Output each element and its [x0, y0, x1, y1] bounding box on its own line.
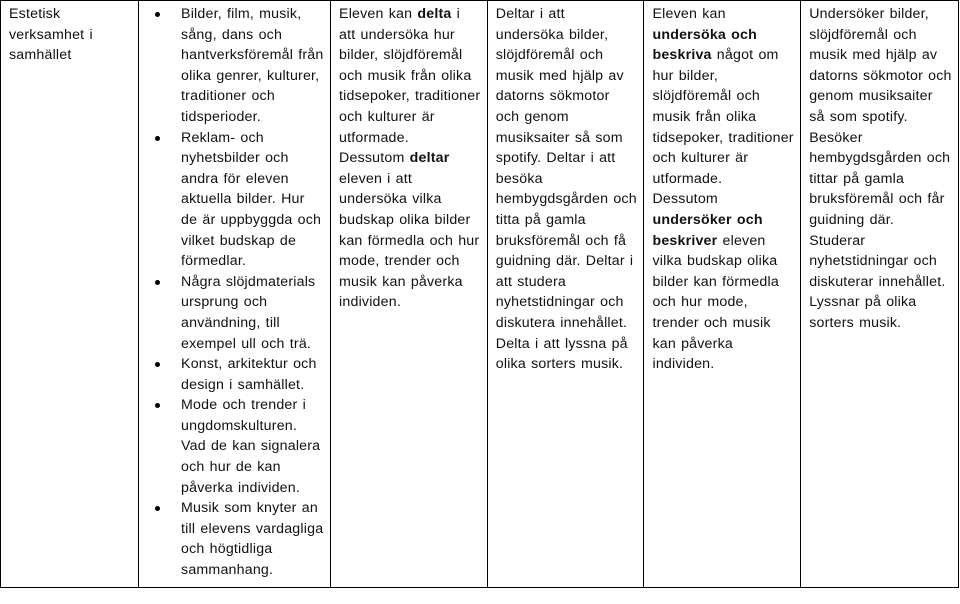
bullet-dot-icon [155, 136, 160, 141]
activity-text: Undersöker bilder, slöjdföremål och musik med hjälp av datorns sökmotor och genom musiksaiter så som spotify. Besöker hembygdsgården och tittar på gamla bruksföremål och får guidning där. Studerar nyhetstidningar och diskuterar innehållet. Lyssnar på olika sorters musik. [809, 6, 952, 331]
requirement-keyword: delta [417, 6, 452, 22]
area-heading-cell [1, 1, 139, 588]
content-list-cell [139, 1, 331, 588]
knowledge-requirement-cell [644, 1, 801, 588]
activity-text: Deltar i att undersöka bilder, slöjdföremål och musik med hjälp av datorns sökmotor och genom musiksaiter så som spotify. Deltar i att besöka hembygdsgården och titta på gamla bruksföremål och få guidning där. Deltar i att studera nyhetstidningar och diskutera innehållet. Delta i att lyssna på olika sorters musik. [495, 6, 637, 373]
knowledge-requirement-cell [331, 1, 488, 588]
requirement-paragraph: Eleven kan undersöka och beskriva något om hur bilder, slöjdföremål och musik från olika tidsepoker, traditioner och kulturer är utformade. [652, 6, 794, 187]
table-row [1, 1, 959, 588]
bullet-dot-icon [155, 362, 160, 367]
bullet-dot-icon [155, 403, 160, 408]
list-item: Reklam- och nyhetsbilder och andra för eleven aktuella bilder. Hur de är uppbyggda och vilket budskap de förmedlar. [147, 128, 324, 272]
list-item: Bilder, film, musik, sång, dans och hantverksföremål från olika genrer, kulturer, traditioner och tidsperioder. [147, 4, 324, 128]
list-item: Några slöjdmaterials ursprung och användning, till exempel ull och trä. [147, 272, 324, 354]
requirement-paragraph: Dessutom deltar eleven i att undersöka vilka budskap olika bilder kan förmedla och hur mode, trender och musik kan påverka individen. [339, 150, 480, 311]
list-item: Mode och trender i ungdomskulturen. Vad de kan signalera och hur de kan påverka individen. [147, 395, 324, 498]
bullet-dot-icon [155, 12, 160, 17]
requirement-keyword: undersöker och beskriver [652, 211, 763, 249]
list-item: Konst, arkitektur och design i samhället. [147, 354, 324, 395]
requirement-keyword: undersöka och beskriva [652, 26, 757, 64]
list-item: Musik som knyter an till elevens vardagliga och högtidliga sammanhang. [147, 498, 324, 580]
area-heading: Estetisk verksamhet i samhället [9, 6, 93, 64]
content-bullet-list [147, 4, 324, 581]
requirement-paragraph: Dessutom undersöker och beskriver eleven vilka budskap olika bilder kan förmedla och hur mode, trender och musik kan påverka individen. [652, 191, 779, 373]
requirement-paragraph: Eleven kan delta i att undersöka hur bilder, slöjdföremål och musik från olika tidsepoker, traditioner och kulturer är utformade. [339, 6, 481, 146]
activity-cell [801, 1, 959, 588]
activity-cell [487, 1, 644, 588]
bullet-dot-icon [155, 506, 160, 511]
requirement-keyword: deltar [409, 150, 450, 167]
bullet-dot-icon [155, 280, 160, 285]
